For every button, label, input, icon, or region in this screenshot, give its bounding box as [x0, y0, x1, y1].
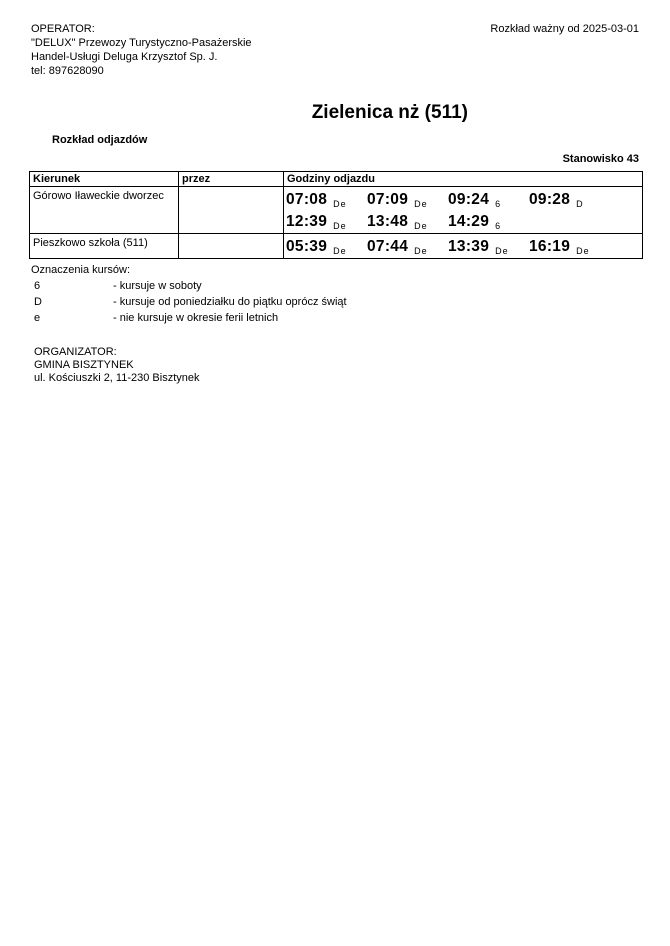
organizer-label: ORGANIZATOR:: [34, 346, 117, 358]
departure-time: 09:28: [529, 191, 571, 208]
platform-label: Stanowisko 43: [562, 153, 639, 165]
header-departure-times: Godziny odjazdu: [284, 172, 643, 187]
valid-from-date: Rozkład ważny od 2025-03-01: [490, 23, 639, 35]
legend-item: [34, 311, 347, 327]
departure: [529, 190, 610, 210]
organizer-name: GMINA BISZTYNEK: [34, 359, 134, 371]
operator-block: [31, 22, 252, 78]
departure-mark: 6: [495, 199, 502, 209]
operator-name: "DELUX" Przewozy Turystyczno-Pasażerskie: [31, 37, 252, 49]
departure-mark: D: [576, 199, 584, 209]
operator-name-line2: Handel-Usługi Deluga Krzysztof Sp. J.: [31, 51, 218, 63]
departure: [448, 190, 529, 210]
via-cell: [179, 187, 284, 234]
departure-time: 07:09: [367, 191, 409, 208]
departure-line: [286, 235, 642, 257]
departure-line: [286, 210, 642, 232]
legend-symbol: D: [34, 296, 42, 308]
departure-mark: De: [414, 199, 428, 209]
schedule-title: Rozkład odjazdów: [52, 134, 148, 146]
departure-time: 13:39: [448, 238, 490, 255]
departure: [367, 212, 448, 232]
departure-time: 05:39: [286, 238, 328, 255]
organizer-address: ul. Kościuszki 2, 11-230 Bisztynek: [34, 372, 200, 384]
departure-mark: 6: [495, 221, 502, 231]
header-direction: Kierunek: [30, 172, 179, 187]
stop-title: Zielenica nż (511): [311, 102, 468, 123]
departure-mark: De: [414, 246, 428, 256]
departure-mark: De: [333, 199, 347, 209]
header-via: przez: [179, 172, 284, 187]
departure-time: 09:24: [448, 191, 490, 208]
legend-item: [34, 279, 347, 295]
direction-cell: Pieszkowo szkoła (511): [30, 234, 179, 259]
legend-description: - nie kursuje w okresie ferii letnich: [113, 312, 279, 324]
departure-time: 16:19: [529, 238, 571, 255]
departure-mark: De: [414, 221, 428, 231]
departure: [448, 237, 529, 257]
departure: [286, 190, 367, 210]
legend-symbol: 6: [34, 280, 41, 292]
table-row: [30, 187, 643, 234]
legend: [34, 279, 347, 327]
departure-mark: De: [333, 221, 347, 231]
departure: [367, 237, 448, 257]
departure-times-cell: [284, 187, 643, 234]
direction-cell: Górowo Iławeckie dworzec: [30, 187, 179, 234]
departure-time: 07:44: [367, 238, 409, 255]
operator-phone: tel: 897628090: [31, 65, 104, 77]
table-row: [30, 234, 643, 259]
organizer-block: [34, 346, 199, 385]
departure-times-cell: [284, 234, 643, 259]
departure: [286, 237, 367, 257]
legend-title: Oznaczenia kursów:: [31, 264, 131, 276]
legend-description: - kursuje od poniedziałku do piątku oprócz świąt: [113, 296, 347, 308]
departure-time: 14:29: [448, 213, 490, 230]
departure-mark: De: [576, 246, 590, 256]
via-cell: [179, 234, 284, 259]
departure: [286, 212, 367, 232]
departure-time: 07:08: [286, 191, 328, 208]
departure-mark: De: [333, 246, 347, 256]
departure-time: 13:48: [367, 213, 409, 230]
timetable: [29, 171, 643, 259]
departure-line: [286, 188, 642, 210]
departure: [529, 237, 610, 257]
operator-label: OPERATOR:: [31, 23, 95, 35]
legend-item: [34, 295, 347, 311]
legend-description: - kursuje w soboty: [113, 280, 202, 292]
timetable-header-row: [30, 172, 643, 187]
departure-mark: De: [495, 246, 509, 256]
departure: [367, 190, 448, 210]
legend-symbol: e: [34, 312, 41, 324]
departure-time: 12:39: [286, 213, 328, 230]
departure: [448, 212, 529, 232]
